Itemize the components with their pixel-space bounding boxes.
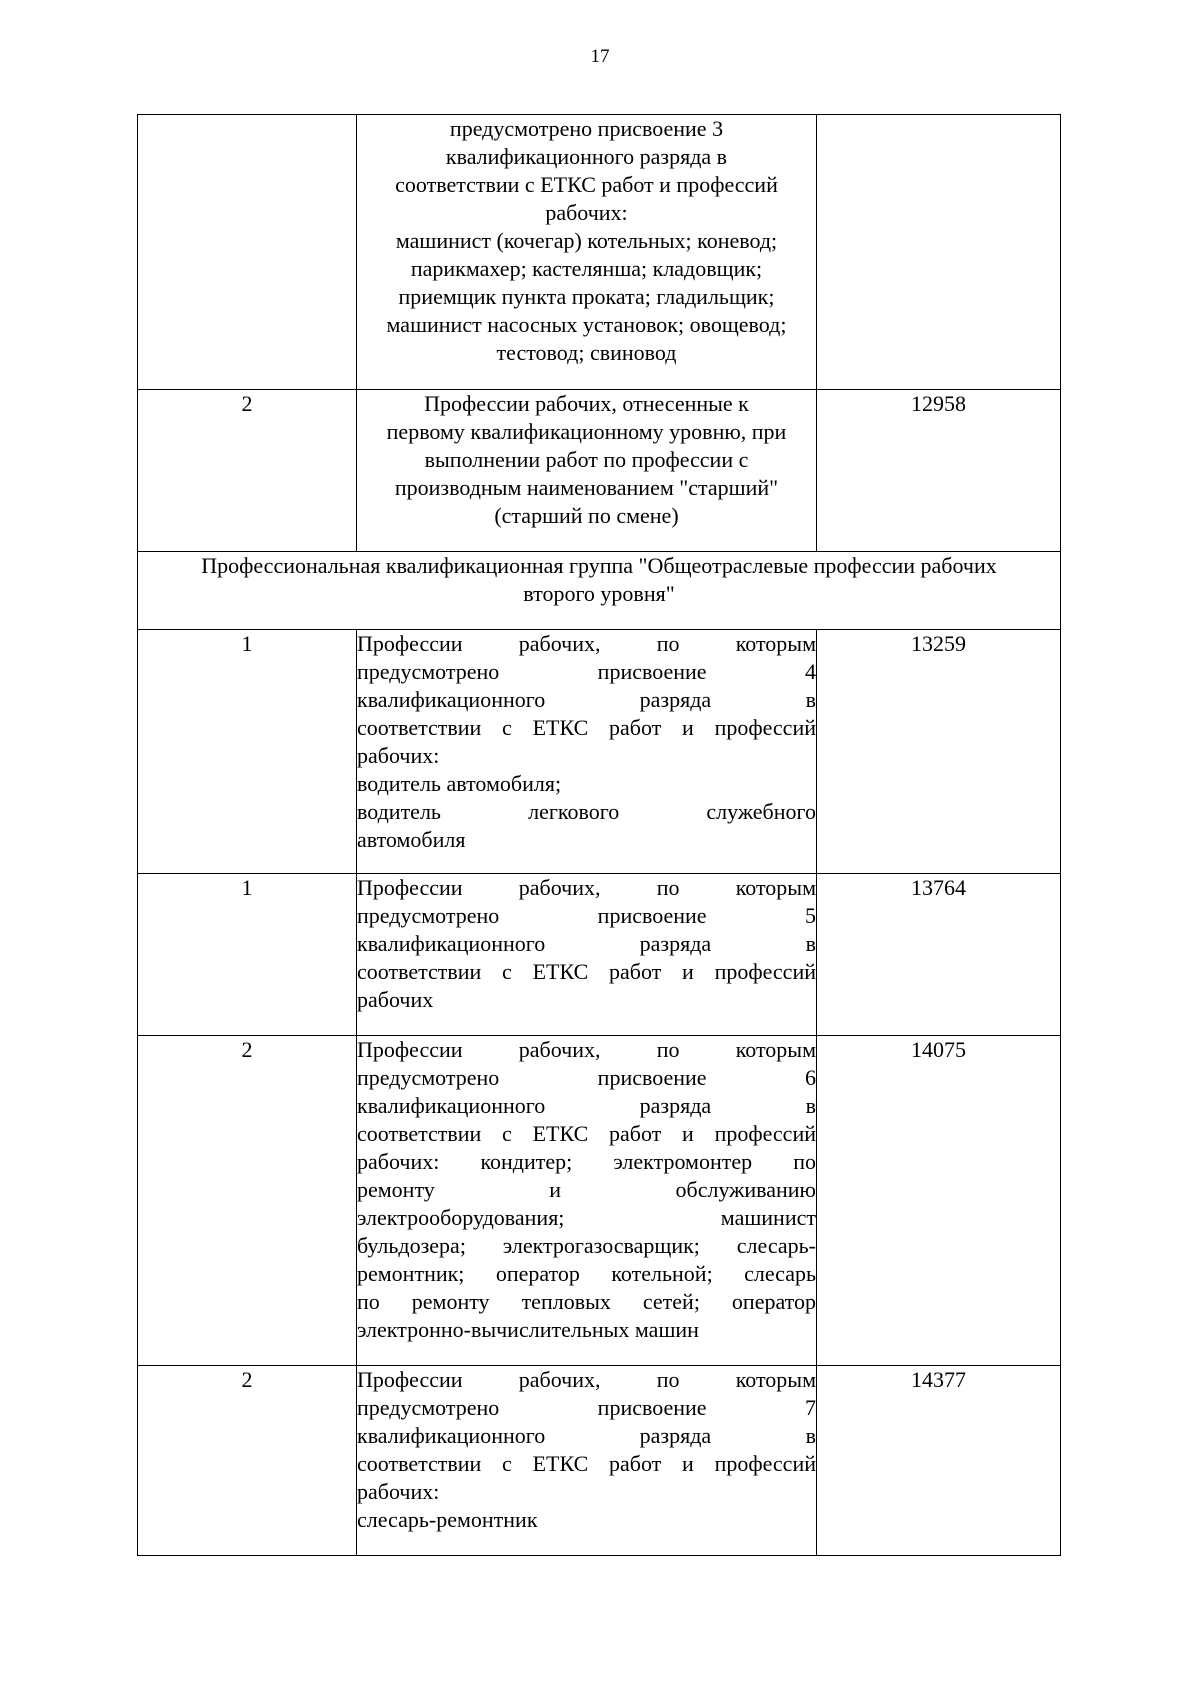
description-line: квалификационного разряда в [357, 1423, 816, 1448]
description-line: Профессии рабочих, отнесенные к [424, 391, 749, 416]
description-line: соответствии с ЕТКС работ и профессий [357, 959, 816, 984]
qualification-level-cell: 1 [138, 874, 357, 1036]
profession-description-cell [357, 115, 817, 390]
description-line: автомобиля [357, 827, 466, 852]
salary-amount-cell: 14377 [817, 1366, 1061, 1556]
salary-amount-cell: 13259 [817, 630, 1061, 874]
description-line: соответствии с ЕТКС работ и профессий [395, 172, 778, 197]
salary-amount-cell: 14075 [817, 1036, 1061, 1366]
profession-description-cell [357, 390, 817, 552]
description-line: соответствии с ЕТКС работ и профессий [357, 1121, 816, 1146]
description-line: квалификационного разряда в [357, 931, 816, 956]
table-row [138, 1366, 1061, 1556]
description-line: бульдозера; электрогазосварщик; слесарь- [357, 1233, 816, 1258]
description-line: электронно-вычислительных машин [357, 1317, 699, 1342]
description-line: ремонтник; оператор котельной; слесарь [357, 1261, 816, 1286]
salary-amount-cell: 12958 [817, 390, 1061, 552]
description-line: слесарь-ремонтник [357, 1507, 538, 1532]
description-line: водитель легкового служебного [357, 799, 816, 824]
description-line: по ремонту тепловых сетей; оператор [357, 1289, 816, 1314]
salary-amount-cell [817, 115, 1061, 390]
qualification-level-cell: 2 [138, 1366, 357, 1556]
group-heading-line: второго уровня" [523, 581, 675, 606]
description-line: парикмахер; кастелянша; кладовщик; [410, 256, 763, 281]
table-row [138, 1036, 1061, 1366]
description-line: выполнении работ по профессии с [424, 447, 749, 472]
qualification-level-cell [138, 115, 357, 390]
description-line: предусмотрено присвоение 3 [449, 116, 724, 141]
table-row [138, 115, 1061, 390]
description-line: Профессии рабочих, по которым [357, 1037, 816, 1062]
table-row [138, 630, 1061, 874]
description-line: Профессии рабочих, по которым [357, 631, 816, 656]
description-line: рабочих [357, 987, 434, 1012]
description-line: рабочих: [357, 743, 440, 768]
description-line: ремонту и обслуживанию [357, 1177, 816, 1202]
table-row [138, 874, 1061, 1036]
description-line: машинист насосных установок; овощевод; [386, 312, 787, 337]
description-line: электрооборудования; машинист [357, 1205, 816, 1230]
group-heading-line: Профессиональная квалификационная группа "Общеотраслевые профессии рабочих [201, 553, 997, 578]
description-line: водитель автомобиля; [357, 771, 562, 796]
profession-description-cell [357, 1366, 817, 1556]
table-row [138, 390, 1061, 552]
description-line: квалификационного разряда в [357, 1093, 816, 1118]
salary-amount-cell: 13764 [817, 874, 1061, 1036]
salary-table [137, 114, 1061, 1556]
description-line: предусмотрено присвоение 5 [357, 903, 816, 928]
description-line: рабочих: [357, 1479, 440, 1504]
description-line: машинист (кочегар) котельных; коневод; [395, 228, 778, 253]
description-line: квалификационного разряда в [357, 687, 816, 712]
description-line: тестовод; свиновод [496, 340, 677, 365]
qualification-level-cell: 1 [138, 630, 357, 874]
profession-description-cell [357, 630, 817, 874]
description-line: первому квалификационному уровню, при [386, 419, 787, 444]
description-line: рабочих: [545, 200, 628, 225]
description-line: соответствии с ЕТКС работ и профессий [357, 715, 816, 740]
page-number: 17 [590, 46, 610, 67]
description-line: соответствии с ЕТКС работ и профессий [357, 1451, 816, 1476]
description-line: (старший по смене) [494, 503, 679, 528]
description-line: предусмотрено присвоение 6 [357, 1065, 816, 1090]
profession-description-cell [357, 1036, 817, 1366]
description-line: приемщик пункта проката; гладильщик; [398, 284, 775, 309]
profession-description-cell [357, 874, 817, 1036]
description-line: рабочих: кондитер; электромонтер по [357, 1149, 816, 1174]
qualification-level-cell: 2 [138, 1036, 357, 1366]
description-line: Профессии рабочих, по которым [357, 1367, 816, 1392]
qualification-level-cell: 2 [138, 390, 357, 552]
description-line: Профессии рабочих, по которым [357, 875, 816, 900]
description-line: производным наименованием "старший" [394, 475, 779, 500]
group-heading-row [138, 552, 1061, 630]
description-line: предусмотрено присвоение 7 [357, 1395, 816, 1420]
group-heading [138, 552, 1061, 630]
description-line: квалификационного разряда в [445, 144, 728, 169]
description-line: предусмотрено присвоение 4 [357, 659, 816, 684]
